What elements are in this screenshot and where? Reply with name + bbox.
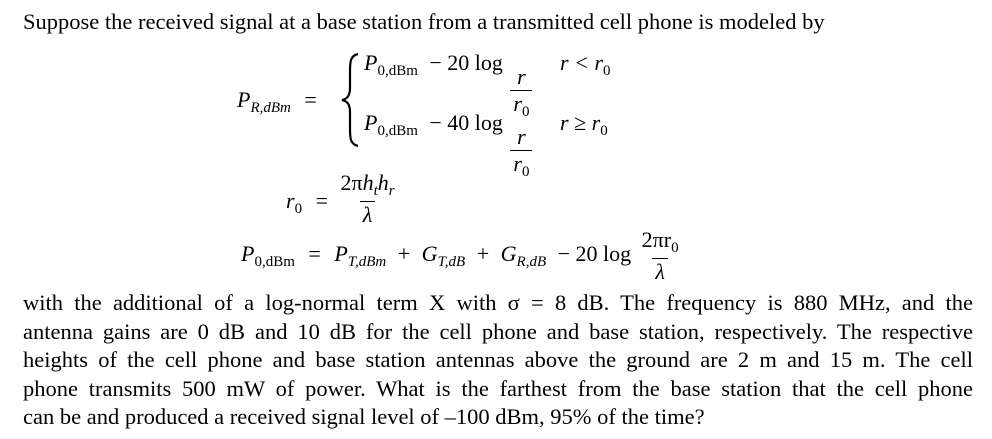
paragraph-line: phone transmits 500 mW of power. What is the farthest from the base station that the cell phone [23, 375, 973, 401]
paragraph-line: can be and produced a received signal level of –100 dBm, 95% of the time? [23, 404, 705, 429]
pr-lhs: $P_{R,dBm}$ = [237, 87, 317, 116]
paragraph-line: with the additional of a log-normal term X with σ = 8 dB. The frequency is 880 MHz, and the [23, 290, 973, 315]
case2-row: $P_{0,dBm} - 40$ log $\frac{r}{r_0}$ $r \ge r_0$ [364, 110, 608, 180]
case2-condition: r ≥ r [559, 110, 601, 135]
paragraph-line: heights of the cell phone and base station antennas above the ground are 2 m and 15 m. The cell [23, 347, 973, 372]
case2-fraction: $\frac{r}{r_0}$ [510, 126, 532, 180]
problem-paragraph [23, 289, 973, 432]
r0-equation: $r_0$ = $\frac{2\pi h_th_r}{\lambda}$ [286, 172, 400, 226]
p0-equation: $P_{0,dBm} = P_{T,dBm} + G_{T,dB} + G_{R,dB} - 20$ log $\frac{2\pi r_0}{\lambda}$ [241, 229, 684, 283]
case1-condition: r < r [559, 50, 603, 75]
case1-fraction: $\frac{r}{r_0}$ [510, 66, 532, 120]
p0-fraction: $\frac{2\pi r_0}{\lambda}$ [641, 227, 679, 284]
paragraph-line: antenna gains are 0 dB and 10 dB for the cell phone and base station, respectively. The respective [23, 318, 973, 344]
intro-text: Suppose the received signal at a base station from a transmitted cell phone is modeled by [23, 9, 825, 34]
r0-fraction: $\frac{2\pi h_th_r}{\lambda}$ [340, 170, 395, 227]
left-brace-icon [340, 52, 362, 148]
case1-row: $P_{0,dBm} - 20$ log $\frac{r}{r_0}$ $r < r_0$ [364, 50, 611, 120]
